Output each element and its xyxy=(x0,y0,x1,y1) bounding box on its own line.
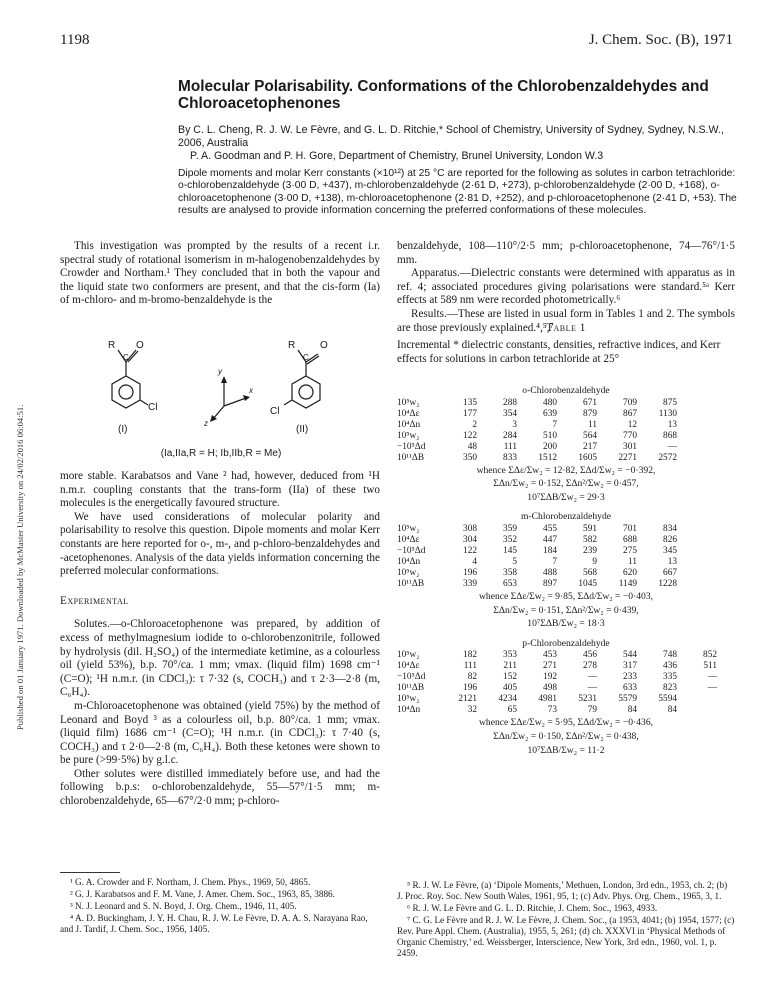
table-cell: 868 xyxy=(663,430,677,441)
result-summary: 10⁷ΣΔB/Σw₂ = 29·3 xyxy=(527,491,605,503)
table-cell: 653 xyxy=(503,578,517,589)
table-cell: 833 xyxy=(503,452,517,463)
table-cell: 13 xyxy=(667,419,677,430)
table-cell: 177 xyxy=(463,408,477,419)
data-table xyxy=(397,524,681,590)
table-cell: 358 xyxy=(503,567,517,578)
o-label-left: O xyxy=(136,340,144,351)
table-cell: 544 xyxy=(623,650,637,661)
result-summary: ΣΔn/Σw₂ = 0·150, ΣΔn²/Σw₂ = 0·438, xyxy=(493,730,639,742)
experimental-heading: Experimental xyxy=(60,594,129,607)
table-cell: 5579 xyxy=(618,694,637,705)
table-cell: 639 xyxy=(543,408,557,419)
row-label: 10¹¹ΔB xyxy=(397,578,425,589)
table-row xyxy=(397,442,681,453)
table-cell: 111 xyxy=(463,661,477,672)
table-cell: 1045 xyxy=(578,578,597,589)
table-row xyxy=(397,546,681,557)
row-label: −10⁵Δd xyxy=(397,545,426,556)
table-cell: 182 xyxy=(463,650,477,661)
table-cell: 688 xyxy=(623,534,637,545)
left-footnotes: ¹ G. A. Crowder and F. Northam, J. Chem. Phys., 1969, 50, 4865. ² G. J. Karabatsos and F. M. Vane, J. Amer. Chem. Soc., 1963, 85, 3886. ³ N. J. Leonard and S. N. Boyd, J. Org. Chem., 1946, 11, 405. ⁴ A. D. Buckingham, J. Y. H. Chau, R. J. W. Le Fèvre, D. A. A. S. Narayana Rao, and J. Tardif, J. Chem. Soc., 1956, 1405. xyxy=(60,872,380,936)
result-summary: 10⁷ΣΔB/Σw₂ = 18·3 xyxy=(527,618,605,630)
table-cell: 135 xyxy=(463,397,477,408)
table-cell: 834 xyxy=(663,523,677,534)
table-cell: 1512 xyxy=(538,452,557,463)
table-cell: 275 xyxy=(623,545,637,556)
table-cell: 239 xyxy=(583,545,597,556)
row-label: 10⁵w₂ xyxy=(397,430,420,441)
author-block xyxy=(178,124,738,163)
row-label: 10⁴Δn xyxy=(397,419,421,430)
row-label: 10⁴Δε xyxy=(397,408,420,419)
right-body: benzaldehyde, 108—110°/2·5 mm; p-chloroacetophenone, 74—76°/1·5 mm. Apparatus.—Dielectric constants were determined with apparatus as in ref. 4; associated procedures giving polarisations were standard.⁵ᵃ Kerr effects at 589 nm were recorded photometrically.⁶ Results.—These are listed in usual form in Tables 1 and 2. The symbols are those previously explained.⁴,⁵,⁷ xyxy=(397,240,735,334)
table-row xyxy=(397,557,681,568)
table-cell: 233 xyxy=(623,672,637,683)
table-cell: 770 xyxy=(623,430,637,441)
table-cell: 65 xyxy=(507,705,517,716)
table-cell: — xyxy=(587,683,597,694)
solute-name: m-Chlorobenzaldehyde xyxy=(520,511,612,523)
row-label: 10⁵w₂ xyxy=(397,650,420,661)
table-row xyxy=(397,535,681,546)
table-cell: 455 xyxy=(543,523,557,534)
table-cell: 510 xyxy=(543,430,557,441)
row-label: 10⁴Δε xyxy=(397,534,420,545)
table-cell: 345 xyxy=(663,545,677,556)
table-row xyxy=(397,661,721,672)
result-summary: whence ΣΔε/Σw₂ = 5·95, ΣΔd/Σw₂ = −0·436, xyxy=(478,717,654,729)
table-cell: 480 xyxy=(543,397,557,408)
table-cell: 4 xyxy=(472,556,477,567)
table-row xyxy=(397,672,721,683)
c-label-right: C xyxy=(303,353,309,362)
table-1 xyxy=(397,384,735,763)
y-axis-label: y xyxy=(218,367,222,376)
row-label: 10⁵w₂ xyxy=(397,397,420,408)
download-notice: Published on 01 January 1971. Downloaded by McMaster University on 24/02/2016 06:04:51. xyxy=(15,404,25,730)
table-row xyxy=(397,420,681,431)
table-cell: 353 xyxy=(503,650,517,661)
page-number: 1198 xyxy=(60,32,90,48)
table-cell: 826 xyxy=(663,534,677,545)
table-cell: 709 xyxy=(623,397,637,408)
table-cell: 32 xyxy=(467,705,477,716)
solute-name: o-Chlorobenzaldehyde xyxy=(522,385,610,396)
table-cell: 301 xyxy=(623,441,637,452)
table-row xyxy=(397,431,681,442)
x-axis-label: x xyxy=(249,386,253,395)
table-cell: 308 xyxy=(463,523,477,534)
table-cell: 453 xyxy=(543,650,557,661)
table-cell: 79 xyxy=(587,705,597,716)
table-cell: 875 xyxy=(663,397,677,408)
row-label: 10⁵w₂ xyxy=(397,567,420,578)
result-summary: 10⁷ΣΔB/Σw₂ = 11·2 xyxy=(527,744,605,756)
table-cell: 667 xyxy=(663,567,677,578)
result-summary: whence ΣΔε/Σw₂ = 9·85, ΣΔd/Σw₂ = −0·403, xyxy=(478,590,654,602)
table-caption: Incremental * dielectric constants, densities, refractive indices, and Kerr effects for solutions in carbon tetrachloride at 25° xyxy=(397,339,721,365)
r-label-left: R xyxy=(108,340,116,351)
compound-ii-label: (II) xyxy=(296,424,309,435)
table-cell: 488 xyxy=(543,567,557,578)
table-cell: 11 xyxy=(628,556,637,567)
table-cell: 897 xyxy=(543,578,557,589)
table-cell: — xyxy=(667,441,677,452)
table-cell: 278 xyxy=(583,661,597,672)
table-row xyxy=(397,579,681,590)
table-cell: 271 xyxy=(543,661,557,672)
table-cell: — xyxy=(707,672,717,683)
o-label-right: O xyxy=(320,340,328,351)
table-cell: 122 xyxy=(463,430,477,441)
table-cell: 405 xyxy=(503,683,517,694)
table-cell: 879 xyxy=(583,408,597,419)
table-cell xyxy=(681,705,721,716)
table-row xyxy=(397,650,721,661)
table-cell: 5231 xyxy=(578,694,597,705)
table-cell: 2271 xyxy=(618,452,637,463)
cl-label-left: Cl xyxy=(148,402,158,413)
table-row xyxy=(397,409,681,420)
journal-header: J. Chem. Soc. (B), 1971 xyxy=(588,32,733,48)
table-row xyxy=(397,524,681,535)
row-label: 10⁴Δε xyxy=(397,661,420,672)
row-label: 10⁴Δn xyxy=(397,705,421,716)
table-cell: 288 xyxy=(503,397,517,408)
row-label: 10⁵w₂ xyxy=(397,694,420,705)
table-cell: 211 xyxy=(503,661,517,672)
table-cell: 564 xyxy=(583,430,597,441)
table-cell: 2 xyxy=(472,419,477,430)
row-label: −10⁵Δd xyxy=(397,441,426,452)
table-cell: 620 xyxy=(623,567,637,578)
table-row xyxy=(397,453,681,464)
table-cell: 447 xyxy=(543,534,557,545)
table-cell: 5594 xyxy=(658,694,677,705)
table-cell: 82 xyxy=(467,672,477,683)
table-row xyxy=(397,568,681,579)
structure-diagram xyxy=(96,322,376,442)
table-cell: 7 xyxy=(552,556,557,567)
table-cell: 145 xyxy=(503,545,517,556)
table-cell: 7 xyxy=(552,419,557,430)
table-row xyxy=(397,694,721,705)
table-cell: 3 xyxy=(512,419,517,430)
table-cell: 122 xyxy=(463,545,477,556)
row-label: 10¹¹ΔB xyxy=(397,452,425,463)
authors-sydney: By C. L. Cheng, R. J. W. Le Fèvre, and G. L. D. Ritchie,* School of Chemistry, University of Sydney, Sydney, N.S.W., 2006, Australia xyxy=(178,124,724,149)
table-cell: 48 xyxy=(467,441,477,452)
compound-i-label: (I) xyxy=(118,424,128,435)
table-cell: 2572 xyxy=(658,452,677,463)
table-cell: 671 xyxy=(583,397,597,408)
row-label: 10⁵w₂ xyxy=(397,523,420,534)
abstract: Dipole moments and molar Kerr constants (×10¹²) at 25 °C are reported for the following as solutes in carbon tetrachloride: o-chlorobenzaldehyde (3·00 D, +437), m-chlorobenzaldehyde (2·61 D, +273), p-chlorobenzaldehyde (2·00 D, +168), o-chloroacetophenone (3·00 D, +138), m-chloroacetophenone (2·81 D, +252), and p-chloroacetophenone (2·41 D, +53). The results are analysed to provide information concerning the preferred conformations of these molecules. xyxy=(178,168,737,217)
row-label: −10⁵Δd xyxy=(397,672,426,683)
table-cell: 13 xyxy=(667,556,677,567)
table-cell: 1130 xyxy=(658,408,677,419)
table-cell: 317 xyxy=(623,661,637,672)
c-label-left: C xyxy=(123,353,129,362)
table-cell: 200 xyxy=(543,441,557,452)
row-label: 10¹¹ΔB xyxy=(397,683,425,694)
table-block xyxy=(397,384,735,504)
table-cell: 582 xyxy=(583,534,597,545)
table-cell: 196 xyxy=(463,567,477,578)
table-cell: 284 xyxy=(503,430,517,441)
table-block xyxy=(397,637,735,757)
table-cell: 9 xyxy=(592,556,597,567)
table-cell: 591 xyxy=(583,523,597,534)
table-cell: — xyxy=(587,672,597,683)
table-cell: 568 xyxy=(583,567,597,578)
r-label-right: R xyxy=(288,340,296,351)
table-cell: 701 xyxy=(623,523,637,534)
row-label: 10⁴Δn xyxy=(397,556,421,567)
table-cell: 511 xyxy=(703,661,717,672)
z-axis-label: z xyxy=(204,419,208,428)
solute-name: p-Chlorobenzaldehyde xyxy=(522,637,610,649)
data-table xyxy=(397,398,681,464)
table-cell: 192 xyxy=(543,672,557,683)
table-cell: — xyxy=(707,683,717,694)
table-cell: 335 xyxy=(663,672,677,683)
table-cell: 11 xyxy=(588,419,597,430)
table-cell: 1149 xyxy=(618,578,637,589)
result-summary: whence ΣΔε/Σw₂ = 12·82, ΣΔd/Σw₂ = −0·392, xyxy=(476,464,656,476)
table-label: Table 1 xyxy=(546,322,586,334)
table-cell: 350 xyxy=(463,452,477,463)
table-cell: 852 xyxy=(703,650,717,661)
table-cell: 196 xyxy=(463,683,477,694)
table-cell: 217 xyxy=(583,441,597,452)
table-cell: 4981 xyxy=(538,694,557,705)
table-cell: 84 xyxy=(667,705,677,716)
left-body: more stable. Karabatsos and Vane ² had, however, deduced from ¹H n.m.r. coupling constants that the trans-form (IIa) of these two molecules is the energetically favoured structure. We have used considerations of molecular polarity and polarisability to resolve this question. Dipole moments and molar Kerr constants are here reported for o-, m-, and p-chloro-benzaldehydes and -acetophenones. Analysis of the data yields information concerning the preferred molecular conformations. Experimental Solutes.—o-Chloroacetophenone was prepared, by addition of excess of methylmagnesium iodide to o-chlorobenzonitrile, followed by hydrolysis (dil. H₂SO₄) of the intermediate ketimine, as a colourless oil (yield 53%), b.p. 70°/ca. 1 mm; νmax. (liquid film) 1698 cm⁻¹ (C=O); ¹H n.m.r. (in CDCl₃): τ 7·32 (s, COCH₃) and τ 2·3—2·8 (m, C₆H₄). m-Chloroacetophenone was obtained (yield 75%) by the method of Leonard and Boyd ³ as a colourless oil, b.p. 80°/ca. 1 mm; νmax. (liquid film) 1686 cm⁻¹ (C=O); ¹H n.m.r. (in CDCl₃): τ 7·40 (s, COCH₃) and τ 2·0—2·8 (m, C₆H₄). Both these ketones were shown to be pure (>99·5%) by g.l.c. Other solutes were distilled immediately before use, and had the following b.p.s: o-chlorobenzaldehyde, 55—57°/1·5 mm; m-chlorobenzaldehyde, 65—67°/2·0 mm; p-chloro- xyxy=(60,470,380,808)
table-cell: 4234 xyxy=(498,694,517,705)
result-summary: ΣΔn/Σw₂ = 0·151, ΣΔn²/Σw₂ = 0·439, xyxy=(493,604,639,616)
table-cell: 823 xyxy=(663,683,677,694)
table-block xyxy=(397,510,735,630)
data-table xyxy=(397,650,721,716)
table-cell: 5 xyxy=(512,556,517,567)
result-summary: ΣΔn/Σw₂ = 0·152, ΣΔn²/Σw₂ = 0·457, xyxy=(493,478,639,490)
table-cell: 352 xyxy=(503,534,517,545)
table-cell: 867 xyxy=(623,408,637,419)
table-cell: 633 xyxy=(623,683,637,694)
table-cell: 354 xyxy=(503,408,517,419)
table-row xyxy=(397,398,681,409)
authors-brunel: P. A. Goodman and P. H. Gore, Department of Chemistry, Brunel University, London W.3 xyxy=(190,150,604,162)
table-cell: 84 xyxy=(627,705,637,716)
table-cell: 1228 xyxy=(658,578,677,589)
structure-figure xyxy=(96,322,376,464)
table-cell: 498 xyxy=(543,683,557,694)
table-cell: 748 xyxy=(663,650,677,661)
table-cell: 2121 xyxy=(458,694,477,705)
table-cell: 339 xyxy=(463,578,477,589)
table-cell: 304 xyxy=(463,534,477,545)
table-row xyxy=(397,705,721,716)
table-cell: 436 xyxy=(663,661,677,672)
right-footnotes: ⁵ R. J. W. Le Fèvre, (a) ‘Dipole Moments,’ Methuen, London, 3rd edn., 1953, ch. 2; (b) J. Proc. Roy. Soc. New South Wales, 1961, 95, 1; (c) Adv. Phys. Org. Chem., 1965, 3, 1. ⁶ R. J. W. Le Fèvre and G. L. D. Ritchie, J. Chem. Soc., 1963, 4933. ⁷ C. G. Le Fèvre and R. J. W. Le Fèvre, J. Chem. Soc., (a 1953, 4041; (b) 1954, 1577; (c) Rev. Pure Appl. Chem. (Australia), 1955, 5, 261; (d) ch. XXXVI in ‘Physical Methods of Organic Chemistry,’ ed. Weissberger, Interscience, New York, 3rd edn., 1960, vol. 1, p. 2459. xyxy=(397,880,735,958)
article-title: Molecular Polarisability. Conformations of the Chlorobenzaldehydes and Chloroacetophenones xyxy=(178,78,709,112)
table-cell: 359 xyxy=(503,523,517,534)
table-cell xyxy=(681,694,721,705)
table-cell: 152 xyxy=(503,672,517,683)
table-row xyxy=(397,683,721,694)
table-cell: 111 xyxy=(503,441,517,452)
cl-label-right: Cl xyxy=(270,406,280,417)
table-cell: 73 xyxy=(547,705,557,716)
table-cell: 12 xyxy=(627,419,637,430)
table-cell: 184 xyxy=(543,545,557,556)
table-cell: 1605 xyxy=(578,452,597,463)
table-cell: 456 xyxy=(583,650,597,661)
intro-paragraph: This investigation was prompted by the results of a recent i.r. spectral study of rotational isomerism in m-halogenobenzaldehydes by Crowder and Northam.¹ They concluded that in both the vapour and the liquid state two conformers are present, and that the cis-form (Ia) of m-chloro- and m-bromo-benzaldehyde is the xyxy=(60,240,380,307)
figure-caption: (Ia,IIa,R = H; Ib,IIb,R = Me) xyxy=(160,447,282,459)
